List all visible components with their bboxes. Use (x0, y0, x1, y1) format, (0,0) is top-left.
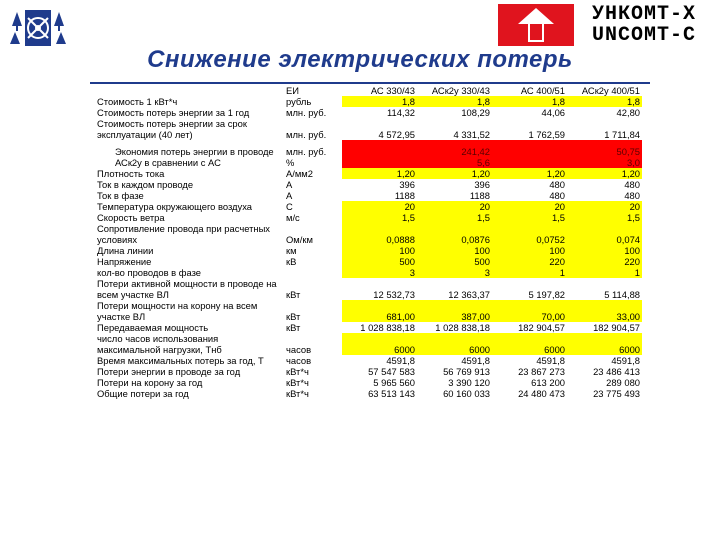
cell: 57 547 583 (368, 366, 415, 377)
cell: 1,20 (567, 168, 642, 179)
row-label: Ток в фазе (97, 190, 144, 201)
cell: 114,32 (387, 107, 415, 118)
cell (567, 140, 642, 168)
table-row (95, 388, 642, 399)
cell: 4 331,52 (453, 129, 490, 140)
row-unit: кВт (286, 311, 301, 322)
row-unit: часов (286, 344, 312, 355)
cell: 1,8 (567, 96, 642, 107)
table-row (95, 107, 642, 118)
cell: 613 200 (531, 377, 565, 388)
cell: 1,5 (342, 212, 417, 223)
row-label: Передаваемая мощность (97, 322, 209, 333)
header-unit: ЕИ (286, 85, 299, 96)
table-row (95, 322, 642, 333)
cell: 1 028 838,18 (360, 322, 415, 333)
row-label: Потери энергии в проводе за год (97, 366, 241, 377)
row-label: Длина линии (97, 245, 154, 256)
cell: 220 (492, 256, 567, 267)
savings-value: 241,42 (461, 146, 490, 157)
row-label: Общие потери за год (97, 388, 189, 399)
cell: 480 (624, 179, 640, 190)
table-row (95, 245, 642, 256)
cell: 5 965 560 (373, 377, 415, 388)
row-unit: км (286, 245, 297, 256)
cell: 4591,8 (386, 355, 415, 366)
cell: 12 363,37 (448, 289, 490, 300)
cell: 0,0888 (342, 223, 417, 245)
table-row (95, 267, 642, 278)
cell: 20 (342, 201, 417, 212)
cell: 1 028 838,18 (435, 322, 490, 333)
cell: 1 762,59 (528, 129, 565, 140)
cell: 1188 (394, 190, 415, 201)
cell: 1,8 (342, 96, 417, 107)
cell: 24 480 473 (518, 388, 565, 399)
table-row (95, 333, 642, 355)
uncomtech-logo (496, 2, 714, 48)
table-row (95, 118, 642, 140)
cell: 23 775 493 (593, 388, 640, 399)
row-label: Стоимость потерь энергии за 1 год (97, 107, 250, 118)
row-unit: А/мм2 (286, 168, 313, 179)
row-unit: С (286, 201, 293, 212)
row-unit (284, 267, 342, 278)
row-label: Время максимальных потерь за год, T (97, 355, 264, 366)
cell: 4591,8 (536, 355, 565, 366)
row-label: число часов использования максимальной нагрузки, Tнб (97, 333, 222, 355)
cell: 396 (399, 179, 415, 190)
table-row (95, 201, 642, 212)
table-row-savings (95, 140, 642, 168)
logo-text-en: UNCOMT-C (592, 24, 697, 47)
cell: 1,20 (342, 168, 417, 179)
row-label: Потери активной мощности в проводе на всем участке ВЛ (97, 278, 277, 300)
cell: 1 711,84 (604, 129, 640, 140)
cell (342, 140, 417, 168)
row-unit: кВт*ч (286, 366, 309, 377)
table-row (95, 366, 642, 377)
cell: 63 513 143 (368, 388, 415, 399)
row-label: Потери на корону за год (97, 377, 203, 388)
row-label: кол-во проводов в фазе (97, 267, 201, 278)
cell: 20 (567, 201, 642, 212)
row-label: Потери мощности на корону на всем участке ВЛ (97, 300, 258, 322)
cell: 6000 (342, 333, 417, 355)
cell: 56 769 913 (443, 366, 490, 377)
cell: 70,00 (492, 300, 567, 322)
cell: 4591,8 (611, 355, 640, 366)
cell: 1 (492, 267, 567, 278)
row-unit: кВт (286, 289, 301, 300)
cell: 100 (567, 245, 642, 256)
cell (417, 140, 492, 168)
cell: 4591,8 (461, 355, 490, 366)
cell: 100 (342, 245, 417, 256)
table-row (95, 278, 642, 300)
cell: 23 486 413 (593, 366, 640, 377)
cell (492, 140, 567, 168)
table-row (95, 179, 642, 190)
savings-percent: 3,0 (626, 157, 640, 168)
row-label: Стоимость потерь энергии за срок эксплуатации (40 лет) (97, 118, 247, 140)
row-label: Напряжение (97, 256, 152, 267)
page-title: Снижение электрических потерь (147, 46, 573, 73)
cell: 6000 (492, 333, 567, 355)
cell: 33,00 (567, 300, 642, 322)
arrows-logo-icon (496, 2, 576, 48)
cell: 681,00 (342, 300, 417, 322)
row-unit (284, 140, 342, 168)
row-label: Стоимость 1 кВт*ч (97, 96, 178, 107)
row-unit: А (286, 190, 293, 201)
cell: 0,074 (567, 223, 642, 245)
cell: 1,20 (417, 168, 492, 179)
cell: 0,0752 (492, 223, 567, 245)
cell: 387,00 (417, 300, 492, 322)
row-label: Экономия потерь энергии в проводе АСк2у в сравнении с АС (115, 146, 274, 168)
table-row (95, 168, 642, 179)
cell: 1 (567, 267, 642, 278)
cell: 3 (342, 267, 417, 278)
table-row (95, 300, 642, 322)
header-c4: АСк2у 400/51 (581, 85, 640, 96)
cell: 480 (549, 179, 565, 190)
unit-percent: % (286, 157, 295, 168)
table-row (95, 377, 642, 388)
row-label: Температура окружающего воздуха (97, 201, 253, 212)
cell: 100 (417, 245, 492, 256)
row-unit: А (286, 179, 293, 190)
cell: 500 (417, 256, 492, 267)
cell: 480 (624, 190, 640, 201)
cell: 108,29 (461, 107, 490, 118)
cell: 6000 (567, 333, 642, 355)
row-unit: кВт*ч (286, 377, 309, 388)
cell: 20 (492, 201, 567, 212)
savings-value: 50,75 (616, 146, 640, 157)
cell: 6000 (417, 333, 492, 355)
cell: 23 867 273 (518, 366, 565, 377)
table-row (95, 96, 642, 107)
cell: 1188 (469, 190, 490, 201)
header-c1: АС 330/43 (370, 85, 415, 96)
row-label: Скорость ветра (97, 212, 165, 223)
table-row (95, 223, 642, 245)
cell: 500 (342, 256, 417, 267)
cell: 42,80 (616, 107, 640, 118)
cell: 182 904,57 (518, 322, 565, 333)
cell: 3 390 120 (448, 377, 490, 388)
cell: 1,5 (567, 212, 642, 223)
title-divider (90, 82, 650, 84)
cell: 100 (492, 245, 567, 256)
cell: 60 160 033 (443, 388, 490, 399)
header-c3: АС 400/51 (520, 85, 565, 96)
row-unit: рубль (286, 96, 312, 107)
cell: 3 (417, 267, 492, 278)
row-unit: кВт (286, 322, 301, 333)
row-unit: кВ (286, 256, 297, 267)
company-logo-icon (8, 4, 68, 52)
table-row (95, 190, 642, 201)
row-label: Плотность тока (97, 168, 165, 179)
cell: 44,06 (541, 107, 565, 118)
cell: 5 114,88 (604, 289, 640, 300)
cell: 1,8 (417, 96, 492, 107)
cell: 1,5 (492, 212, 567, 223)
cell: 0,0876 (417, 223, 492, 245)
cell: 220 (567, 256, 642, 267)
cell: 20 (417, 201, 492, 212)
cell: 396 (474, 179, 490, 190)
cell: 5 197,82 (528, 289, 565, 300)
cell: 182 904,57 (593, 322, 640, 333)
row-label: Сопротивление провода при расчетных условиях (97, 223, 270, 245)
cell: 12 532,73 (373, 289, 415, 300)
row-unit: часов (286, 355, 312, 366)
row-unit: Ом/км (286, 234, 313, 245)
cell: 480 (549, 190, 565, 201)
unit-mln: млн. руб. (286, 146, 327, 157)
row-label: Ток в каждом проводе (97, 179, 194, 190)
cell: 289 080 (606, 377, 640, 388)
cell: 1,8 (492, 96, 567, 107)
header-c2: АСк2у 330/43 (431, 85, 490, 96)
table-header-row (95, 85, 642, 96)
cell: 1,5 (417, 212, 492, 223)
table-row (95, 256, 642, 267)
losses-table (95, 85, 642, 399)
table-row (95, 355, 642, 366)
cell: 4 572,95 (378, 129, 415, 140)
table-row (95, 212, 642, 223)
savings-percent: 5,6 (476, 157, 490, 168)
row-unit: кВт*ч (286, 388, 309, 399)
row-unit: млн. руб. (286, 129, 327, 140)
logo-text-ru: УНКОМТ-Х (592, 3, 697, 26)
cell: 1,20 (492, 168, 567, 179)
row-unit: м/с (286, 212, 300, 223)
row-unit: млн. руб. (286, 107, 327, 118)
